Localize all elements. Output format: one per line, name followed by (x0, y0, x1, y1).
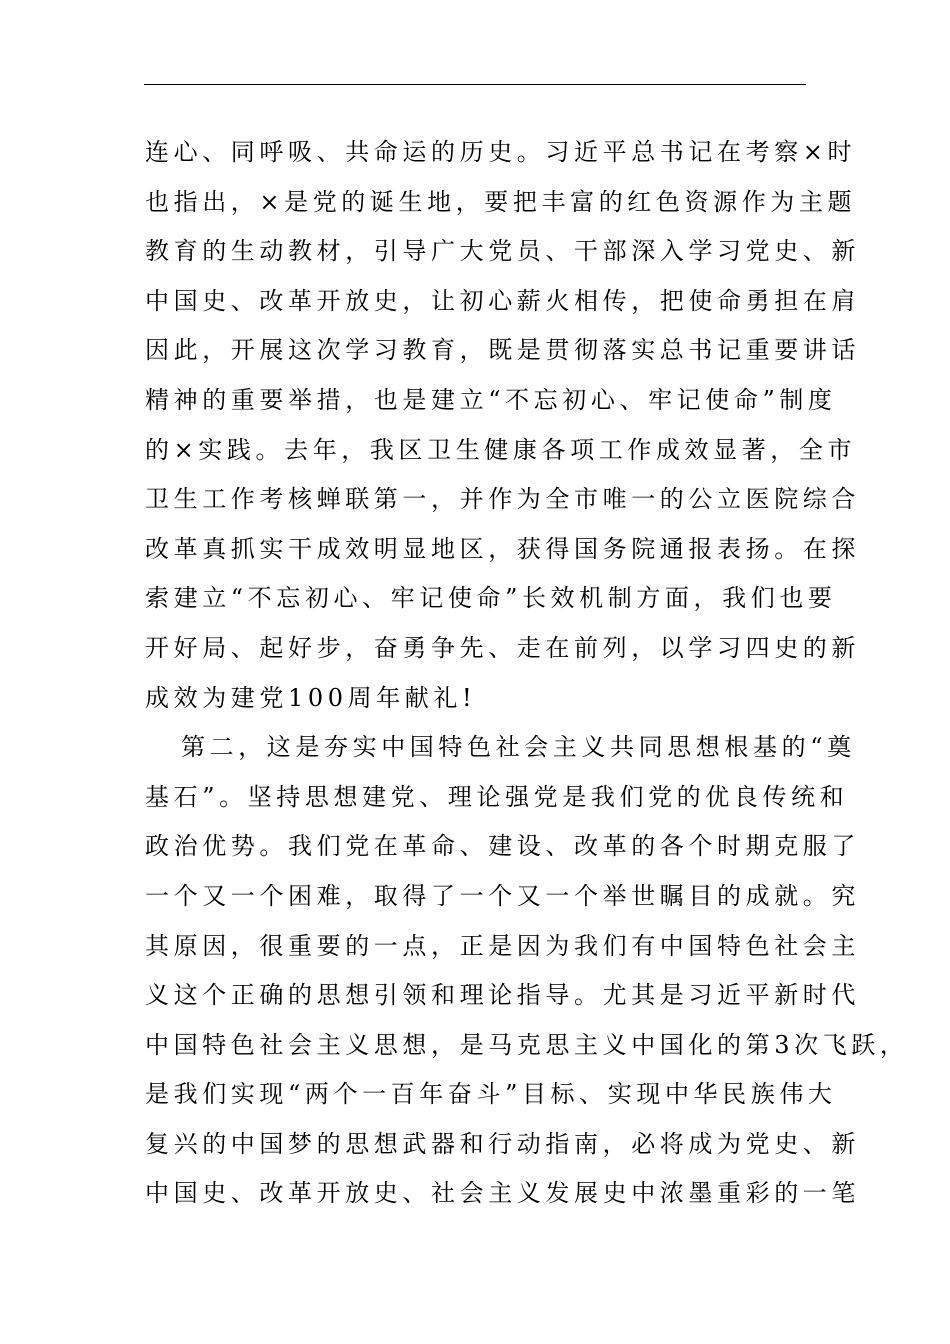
header-rule (144, 84, 806, 85)
text-line: 义这个正确的思想引领和理论指导。尤其是习近平新时代 (145, 981, 860, 1010)
text-line: 的×实践。去年，我区卫生健康各项工作成效显著，全市 (145, 435, 857, 464)
text-line: 是我们实现“两个一百年奋斗”目标、实现中华民族伟大 (145, 1080, 837, 1109)
text-line: 连心、同呼吸、共命运的历史。习近平总书记在考察×时 (145, 138, 857, 166)
paragraph-start-line: 第二，这是夯实中国特色社会主义共同思想根基的“奠 (181, 733, 856, 762)
text-line: 中国特色社会主义思想，是马克思主义中国化的第3次飞跃， (145, 1030, 909, 1059)
text-line: 一个又一个困难，取得了一个又一个举世瞩目的成就。究 (145, 881, 860, 910)
text-line: 开好局、起好步，奋勇争先、走在前列，以学习四史的新 (145, 633, 860, 662)
text-line: 索建立“不忘初心、牢记使命”长效机制方面，我们也要 (145, 584, 837, 613)
text-line: 中国史、改革开放史，让初心薪火相传，把使命勇担在肩 (145, 286, 860, 315)
text-line: 政治优势。我们党在革命、建设、改革的各个时期克服了 (145, 832, 860, 861)
text-line: 成效为建党100周年献礼! (145, 683, 477, 712)
text-line: 精神的重要举措，也是建立“不忘初心、牢记使命”制度 (145, 385, 837, 414)
text-line: 基石”。坚持思想建党、理论强党是我们党的优良传统和 (145, 782, 849, 811)
text-line: 因此，开展这次学习教育，既是贯彻落实总书记重要讲话 (145, 336, 860, 365)
text-line: 复兴的中国梦的思想武器和行动指南，必将成为党史、新 (145, 1129, 860, 1158)
body-text (145, 128, 909, 1219)
text-line: 改革真抓实干成效明显地区，获得国务院通报表扬。在探 (145, 534, 860, 563)
text-line: 教育的生动教材，引导广大党员、干部深入学习党史、新 (145, 237, 860, 266)
text-line: 其原因，很重要的一点，正是因为我们有中国特色社会主 (145, 931, 860, 960)
text-line: 中国史、改革开放史、社会主义发展史中浓墨重彩的一笔 (145, 1179, 860, 1208)
text-line: 也指出，×是党的诞生地，要把丰富的红色资源作为主题 (145, 187, 857, 216)
text-line: 卫生工作考核蝉联第一，并作为全市唯一的公立医院综合 (145, 485, 860, 514)
